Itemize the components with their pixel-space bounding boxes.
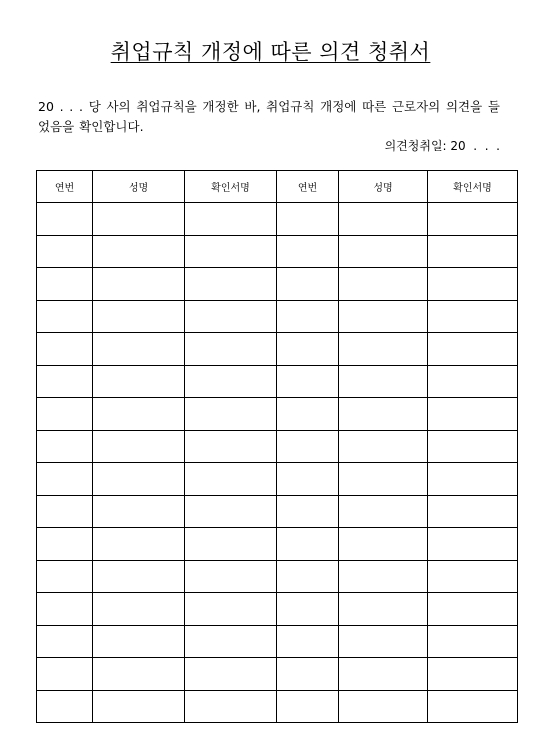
signature-cell xyxy=(185,300,277,333)
name-cell xyxy=(93,430,185,463)
table-row xyxy=(37,528,518,561)
number-cell xyxy=(277,463,339,496)
table-row xyxy=(37,690,518,723)
name-cell xyxy=(93,203,185,236)
number-cell xyxy=(37,430,93,463)
signature-cell xyxy=(428,333,518,366)
name-cell xyxy=(93,365,185,398)
number-cell xyxy=(277,203,339,236)
table-row xyxy=(37,268,518,301)
signature-cell xyxy=(185,333,277,366)
signature-cell xyxy=(428,398,518,431)
signature-cell xyxy=(428,528,518,561)
name-cell xyxy=(339,593,428,626)
number-cell xyxy=(277,528,339,561)
name-cell xyxy=(339,235,428,268)
signature-cell xyxy=(185,560,277,593)
number-cell xyxy=(277,658,339,691)
col-header-number: 연번 xyxy=(277,171,339,203)
number-cell xyxy=(277,365,339,398)
name-cell xyxy=(339,398,428,431)
number-cell xyxy=(37,203,93,236)
signature-cell xyxy=(185,528,277,561)
signature-cell xyxy=(185,235,277,268)
number-cell xyxy=(37,690,93,723)
table-row xyxy=(37,430,518,463)
name-cell xyxy=(93,495,185,528)
number-cell xyxy=(277,333,339,366)
name-cell xyxy=(339,560,428,593)
name-cell xyxy=(339,365,428,398)
name-cell xyxy=(93,398,185,431)
signature-table xyxy=(36,170,518,723)
number-cell xyxy=(277,690,339,723)
signature-cell xyxy=(185,430,277,463)
table-header-row xyxy=(37,171,518,203)
table-row xyxy=(37,398,518,431)
number-cell xyxy=(37,365,93,398)
number-cell xyxy=(37,495,93,528)
number-cell xyxy=(277,495,339,528)
hearing-date-line: 의견청취일: 20 . . . xyxy=(384,139,500,153)
number-cell xyxy=(37,528,93,561)
signature-cell xyxy=(185,690,277,723)
name-cell xyxy=(339,495,428,528)
number-cell xyxy=(37,268,93,301)
signature-cell xyxy=(428,560,518,593)
name-cell xyxy=(339,690,428,723)
number-cell xyxy=(37,333,93,366)
signature-cell xyxy=(428,203,518,236)
signature-cell xyxy=(185,268,277,301)
name-cell xyxy=(339,268,428,301)
signature-cell xyxy=(185,658,277,691)
signature-cell xyxy=(185,495,277,528)
table-row xyxy=(37,333,518,366)
signature-cell xyxy=(428,463,518,496)
signature-cell xyxy=(428,625,518,658)
name-cell xyxy=(339,528,428,561)
col-header-name: 성명 xyxy=(93,171,185,203)
signature-cell xyxy=(185,365,277,398)
name-cell xyxy=(93,690,185,723)
number-cell xyxy=(277,268,339,301)
number-cell xyxy=(277,300,339,333)
name-cell xyxy=(93,625,185,658)
signature-cell xyxy=(428,268,518,301)
signature-cell xyxy=(185,625,277,658)
name-cell xyxy=(93,235,185,268)
name-cell xyxy=(339,333,428,366)
number-cell xyxy=(37,300,93,333)
number-cell xyxy=(37,593,93,626)
name-cell xyxy=(93,528,185,561)
col-header-number: 연번 xyxy=(37,171,93,203)
col-header-signature: 확인서명 xyxy=(428,171,518,203)
name-cell xyxy=(93,333,185,366)
number-cell xyxy=(37,658,93,691)
name-cell xyxy=(93,560,185,593)
number-cell xyxy=(37,463,93,496)
table-row xyxy=(37,625,518,658)
table-row xyxy=(37,203,518,236)
number-cell xyxy=(37,625,93,658)
table-row xyxy=(37,560,518,593)
signature-cell xyxy=(185,203,277,236)
table-row xyxy=(37,593,518,626)
name-cell xyxy=(93,268,185,301)
number-cell xyxy=(277,235,339,268)
name-cell xyxy=(93,593,185,626)
col-header-name: 성명 xyxy=(339,171,428,203)
name-cell xyxy=(93,658,185,691)
signature-cell xyxy=(428,495,518,528)
signature-cell xyxy=(428,690,518,723)
signature-cell xyxy=(185,593,277,626)
document-title: 취업규칙 개정에 따른 의견 청취서 xyxy=(110,40,431,64)
signature-cell xyxy=(185,463,277,496)
name-cell xyxy=(339,463,428,496)
name-cell xyxy=(93,463,185,496)
name-cell xyxy=(93,300,185,333)
number-cell xyxy=(37,560,93,593)
table-row xyxy=(37,463,518,496)
number-cell xyxy=(277,593,339,626)
name-cell xyxy=(339,203,428,236)
signature-cell xyxy=(428,300,518,333)
signature-cell xyxy=(428,658,518,691)
signature-cell xyxy=(185,398,277,431)
number-cell xyxy=(277,430,339,463)
name-cell xyxy=(339,430,428,463)
table-row xyxy=(37,300,518,333)
number-cell xyxy=(37,398,93,431)
table-row xyxy=(37,658,518,691)
table-row xyxy=(37,365,518,398)
table-body xyxy=(37,203,518,723)
intro-paragraph: 20 . . . 당 사의 취업규칙을 개정한 바, 취업규칙 개정에 따른 근로자의 의견을 들었음을 확인합니다. xyxy=(38,98,500,134)
number-cell xyxy=(37,235,93,268)
signature-cell xyxy=(428,235,518,268)
name-cell xyxy=(339,625,428,658)
number-cell xyxy=(277,398,339,431)
name-cell xyxy=(339,658,428,691)
signature-cell xyxy=(428,593,518,626)
signature-cell xyxy=(428,430,518,463)
signature-cell xyxy=(428,365,518,398)
number-cell xyxy=(277,625,339,658)
table-row xyxy=(37,235,518,268)
col-header-signature: 확인서명 xyxy=(185,171,277,203)
name-cell xyxy=(339,300,428,333)
number-cell xyxy=(277,560,339,593)
table-row xyxy=(37,495,518,528)
